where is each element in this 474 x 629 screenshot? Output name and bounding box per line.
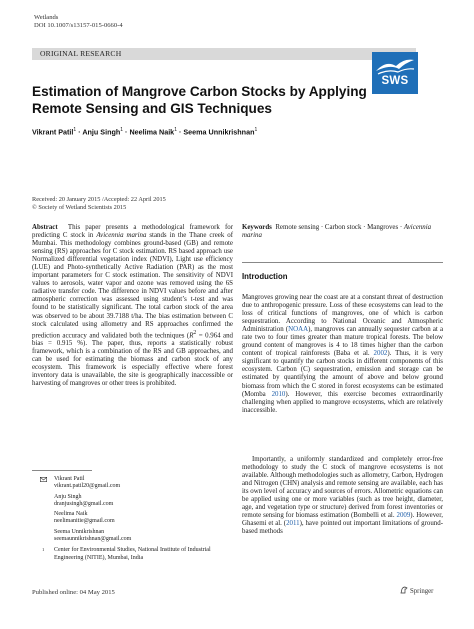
r-squared-symbol: R xyxy=(189,331,194,339)
springer-horse-icon xyxy=(400,586,408,594)
keywords xyxy=(242,224,442,240)
keyword-species: Avicennia marina xyxy=(242,224,432,240)
contact-email[interactable]: neelimanitie@gmail.com xyxy=(54,518,115,525)
keywords-list: Remote sensing · Carbon stock · Mangroves · xyxy=(275,224,404,231)
body-text: ). However, Ghasemi et al. ( xyxy=(242,512,443,528)
contact-name: Neelima Naik xyxy=(54,511,88,518)
author-affiliation-marker: 1 xyxy=(73,127,77,133)
affiliation-number: 1 xyxy=(42,547,45,553)
contact-entry xyxy=(40,476,236,491)
abstract-text: stands in the Thane creek of Mumbai. This methodology combines ground-based (GB) and remote sensing (RS) approaches for C stock estimation. RS based approach use Normalized differential vegetation index (NDVI), Light use efficiency (LUE) and Photo-synthetically Active Radiation (PAR) as the most important parameters for C stock estimation. The sensitivity of NDVI values to aerosols, water vapor and ozone was removed using the 6S radiative transfer code. The difference in NDVI values before and after atmospheric correction was assessed using student’s t-test and was found to be statistically significant. The total carbon stock of the area was observed to be about 39.7188 t/ha. The bias estimation between C stock calculated using allometry and RS approaches confirmed the prediction accuracy and validated both the techniques ( xyxy=(32,232,234,339)
logo-text: SWS xyxy=(381,75,409,87)
r-squared-exponent: 2 xyxy=(193,329,197,336)
author-affiliation-marker: 1 xyxy=(254,127,258,133)
affiliation xyxy=(40,547,236,562)
keywords-label: Keywords xyxy=(242,224,272,231)
author-list xyxy=(32,127,352,136)
bird-wave-icon xyxy=(372,54,418,76)
contact-entry xyxy=(40,511,236,526)
publisher-mark xyxy=(400,586,433,595)
author-separator: · xyxy=(176,127,184,137)
envelope-icon xyxy=(40,477,47,482)
keywords-divider xyxy=(242,262,443,263)
footnote-divider xyxy=(32,470,92,471)
introduction-paragraph-1 xyxy=(242,294,443,415)
author-name: Anju Singh xyxy=(82,127,121,137)
section-label: ORIGINAL RESEARCH xyxy=(40,49,122,58)
author-separator: · xyxy=(76,127,83,137)
publisher-name: Springer xyxy=(410,588,434,595)
contact-email[interactable]: vikrant.patil20@gmail.com xyxy=(54,483,121,490)
published-date: Published online: 04 May 2015 xyxy=(32,589,115,596)
author-contacts xyxy=(40,476,236,565)
citation-link[interactable]: 2010 xyxy=(271,390,286,398)
contact-name: Anju Singh xyxy=(54,493,82,500)
author-name: Seema Unnikrishnan xyxy=(183,127,255,137)
citation-link[interactable]: 2009 xyxy=(396,512,411,520)
article-title: Estimation of Mangrove Carbon Stocks by Applying Remote Sensing and GIS Techniques xyxy=(32,84,367,116)
author-name: Vikrant Patil xyxy=(32,127,74,137)
journal-name: Wetlands xyxy=(34,14,59,21)
affiliation-text: Center for Environmental Studies, National Institute of Industrial Engineering (NITIE), Mumbai, India xyxy=(54,547,211,561)
received-accepted: Received: 20 January 2015 /Accepted: 22 April 2015 xyxy=(32,196,166,203)
citation-link[interactable]: 2002 xyxy=(373,350,388,358)
copyright: © Society of Wetland Scientists 2015 xyxy=(32,203,127,211)
contact-name: Vikrant Patil xyxy=(54,476,85,482)
introduction-heading: Introduction xyxy=(242,272,288,281)
author-separator: · xyxy=(123,127,130,137)
body-text: ), mangroves can annually sequester carbon at a rate two to four times greater than mature tropical forests. The below ground content of mangroves is 4 to 18 times higher than the carbon content of tropical rainforests (Baba et al. xyxy=(242,326,444,358)
body-text: ). Thus, it is very significant to quantify the carbon stocks in different components of this ecosystem. Carbon (C) sequestration, emission and storage can be estimated by quantifying the amount of above and below ground biomass from which the C stored in forest ecosystems can be estimated (Momba xyxy=(242,350,443,398)
journal-header xyxy=(34,14,123,30)
abstract xyxy=(32,224,233,388)
species-name: Avicennia marina xyxy=(96,232,147,240)
section-bar xyxy=(32,48,416,60)
citation-link[interactable]: NOAA xyxy=(288,326,309,334)
abstract-text: = 0.964 and bias = 0.915 %). The paper, thus, reports a statistically robust framework, which is a combination of the RS and GB approaches, and can be used for estimating the biomass and carbon stock of any ecosystem. This framework is especially effective where forest inventory data is unavailable, the site is geographically inaccessible or harvesting of mangroves or other trees is prohibited. xyxy=(32,331,233,388)
sws-logo xyxy=(372,52,418,94)
introduction-paragraph-2 xyxy=(242,456,443,536)
author-affiliation-marker: 1 xyxy=(120,127,124,133)
body-text: Importantly, a uniformly standardized and completely error-free methodology to study the C stock of mangrove ecosystems is not available. Although methodologies such as allometry, Carbon, Hydrogen and Nitrogen (CHN) analysis and remote sensing are available, each has its own level of accuracy and sources of errors. Allometric equations can be applied using one or more variables (such as tree height, diameter, age, and vegetation type or structure) derived from forest inventories or remote sensing for biomass estimation (Bombelli et al. xyxy=(242,456,443,520)
contact-entry xyxy=(40,529,236,544)
body-text: ), have pointed out important limitations of ground-based methods xyxy=(242,520,443,536)
article-dates xyxy=(32,196,166,212)
abstract-text: This paper presents a methodological framework for predicting C stock in xyxy=(32,224,234,240)
doi: DOI 10.1007/s13157-015-0660-4 xyxy=(34,22,123,29)
author-name: Neelima Naik xyxy=(129,127,175,137)
citation-link[interactable]: 2011 xyxy=(286,520,300,528)
body-text: Mangroves growing near the coast are at a constant threat of destruction due to anthropogenic pressure. Loss of these ecosystems can lead to the loss of critical functions of mangroves, one of which is carbon sequestration. According to National Oceanic and Atmospheric Administration ( xyxy=(242,294,443,334)
contact-email[interactable]: seemaunnikrishnan@gmail.com xyxy=(54,536,132,543)
contact-email[interactable]: dranjusingh@gmail.com xyxy=(54,500,114,507)
abstract-label: Abstract xyxy=(32,224,58,231)
contact-name: Seema Unnikrishnan xyxy=(54,528,105,535)
author-affiliation-marker: 1 xyxy=(174,127,177,133)
body-text: ). However, this exercise becomes extraordinarily challenging when applied to mangrove ecosystems, which are relatively inaccessible. xyxy=(242,390,443,414)
contact-entry xyxy=(40,494,236,509)
